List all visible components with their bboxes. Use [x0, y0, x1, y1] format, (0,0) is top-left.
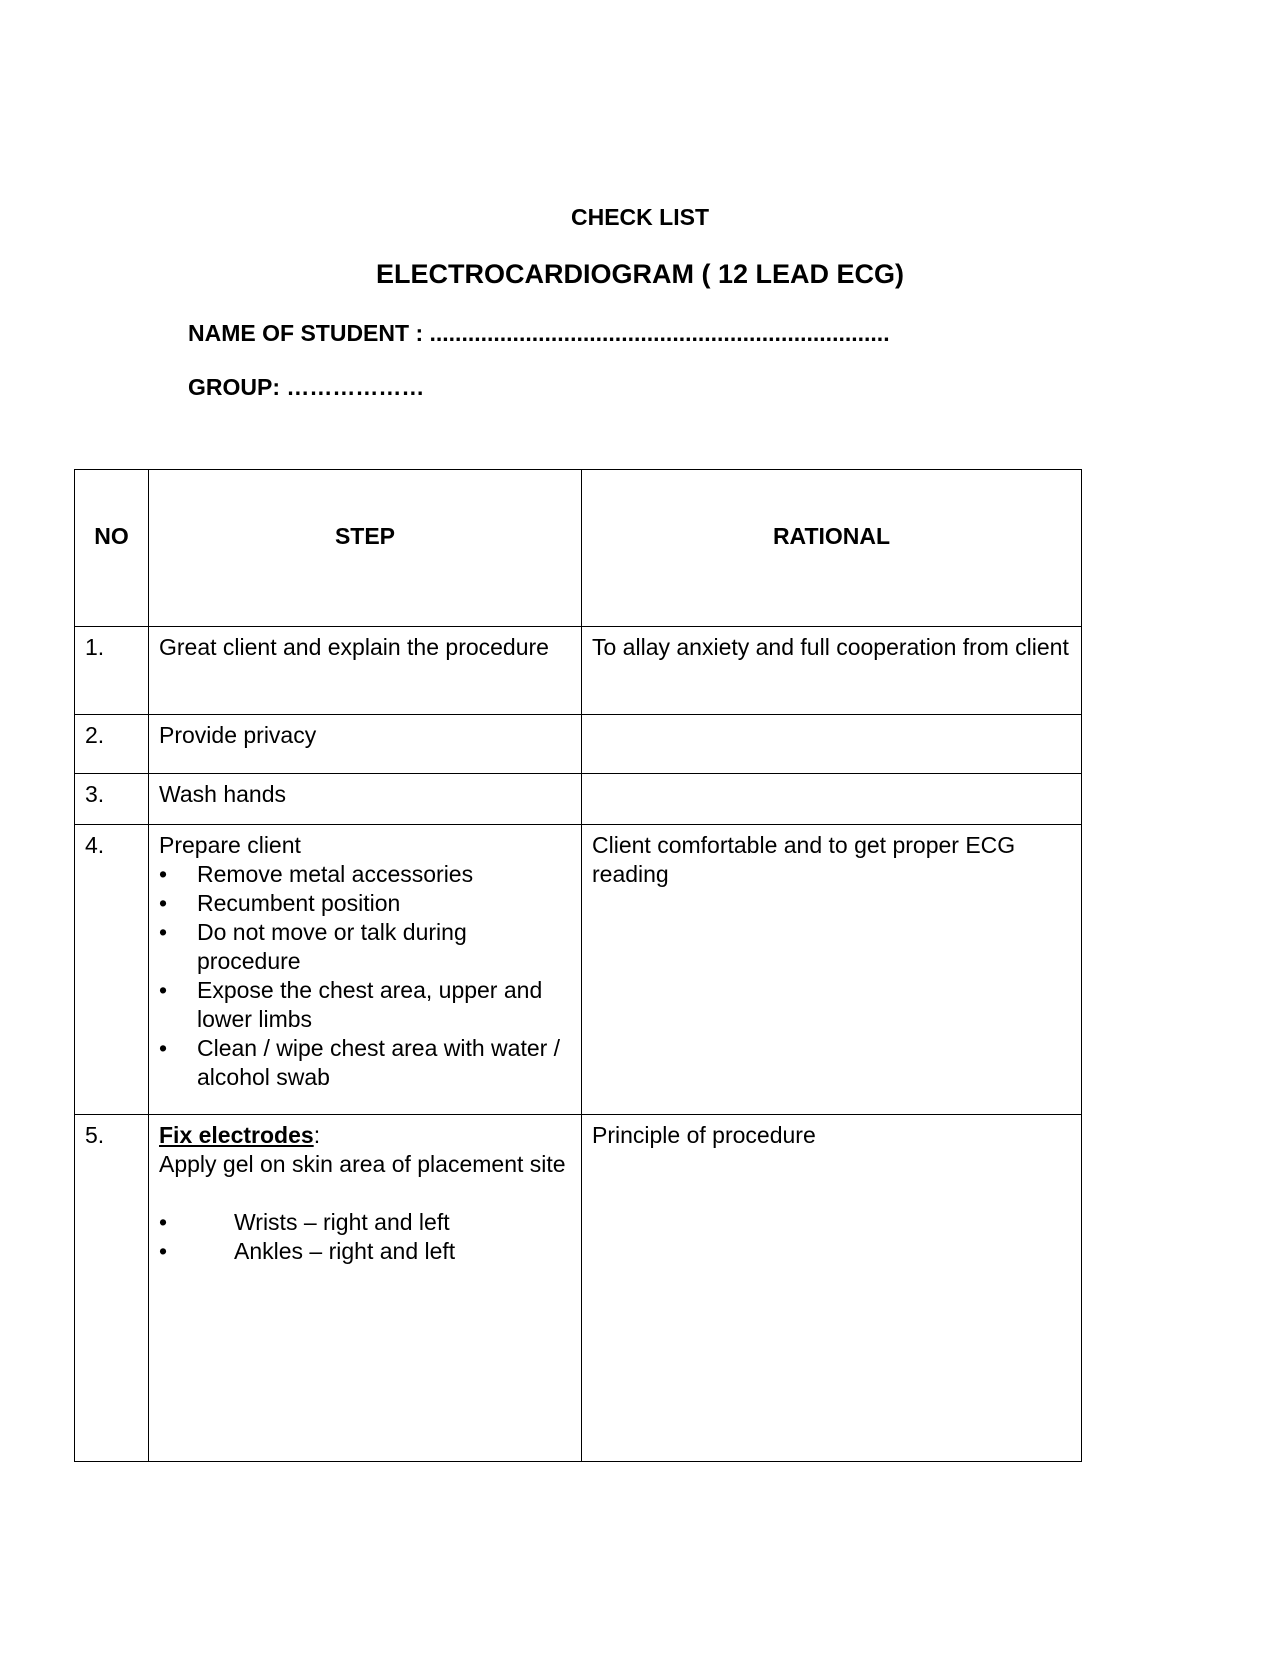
- step-cell: Wash hands: [149, 774, 582, 825]
- table-row: [75, 1115, 1082, 1462]
- rational-cell: [582, 715, 1082, 774]
- step-bullet-list: [159, 1208, 571, 1266]
- rational-cell: Principle of procedure: [582, 1115, 1082, 1462]
- row-number: 1.: [75, 627, 149, 715]
- step-cell: Provide privacy: [149, 715, 582, 774]
- table-row: [75, 774, 1082, 825]
- bullet-icon: •: [159, 1238, 168, 1264]
- row-number: 5.: [75, 1115, 149, 1462]
- list-item-text: Remove metal accessories: [197, 861, 474, 887]
- document-title: ELECTROCARDIOGRAM ( 12 LEAD ECG): [375, 259, 905, 289]
- table-header-row: [75, 470, 1082, 627]
- list-item-text: Recumbent position: [197, 890, 401, 916]
- list-item-text: Wrists – right and left: [234, 1209, 450, 1235]
- table-row: [75, 627, 1082, 715]
- list-item-text: Clean / wipe chest area with water / alcohol swab: [197, 1035, 561, 1090]
- list-item-text: Do not move or talk during procedure: [197, 919, 467, 974]
- list-item: [159, 1034, 571, 1092]
- rational-cell: To allay anxiety and full cooperation from client: [582, 627, 1082, 715]
- list-item: [159, 889, 571, 918]
- step-text: Apply gel on skin area of placement site: [159, 1151, 566, 1177]
- bullet-icon: •: [159, 919, 168, 945]
- step-bullet-list: [159, 860, 571, 1092]
- group-field: GROUP: ………………: [188, 374, 425, 400]
- header-rational: RATIONAL: [582, 470, 1082, 627]
- table-row: [75, 715, 1082, 774]
- step-heading-text: Fix electrodes: [159, 1122, 314, 1148]
- step-text: Prepare client: [159, 832, 301, 858]
- step-cell: [149, 1115, 582, 1462]
- rational-cell: [582, 774, 1082, 825]
- table-row: [75, 825, 1082, 1115]
- list-item-text: Ankles – right and left: [234, 1238, 456, 1264]
- list-item: [159, 860, 571, 889]
- bullet-icon: •: [159, 861, 168, 887]
- check-list-heading: CHECK LIST: [571, 204, 709, 230]
- row-number: 3.: [75, 774, 149, 825]
- rational-cell: Client comfortable and to get proper ECG reading: [582, 825, 1082, 1115]
- bullet-icon: •: [159, 890, 168, 916]
- header-step: STEP: [149, 470, 582, 627]
- step-heading: [159, 1121, 571, 1150]
- list-item: [159, 1208, 571, 1237]
- row-number: 2.: [75, 715, 149, 774]
- list-item: [159, 976, 571, 1034]
- checklist-table: [74, 469, 1082, 1462]
- step-cell: [149, 825, 582, 1115]
- header-no: NO: [75, 470, 149, 627]
- bullet-icon: •: [159, 977, 168, 1003]
- row-number: 4.: [75, 825, 149, 1115]
- bullet-icon: •: [159, 1209, 168, 1235]
- step-heading-suffix: :: [313, 1122, 321, 1148]
- bullet-icon: •: [159, 1035, 168, 1061]
- list-item: [159, 1237, 571, 1266]
- step-cell: Great client and explain the procedure: [149, 627, 582, 715]
- blank-line: [159, 1179, 571, 1208]
- list-item-text: Expose the chest area, upper and lower limbs: [197, 977, 543, 1032]
- list-item: [159, 918, 571, 976]
- student-name-field: NAME OF STUDENT : ........................................................................: [188, 320, 890, 346]
